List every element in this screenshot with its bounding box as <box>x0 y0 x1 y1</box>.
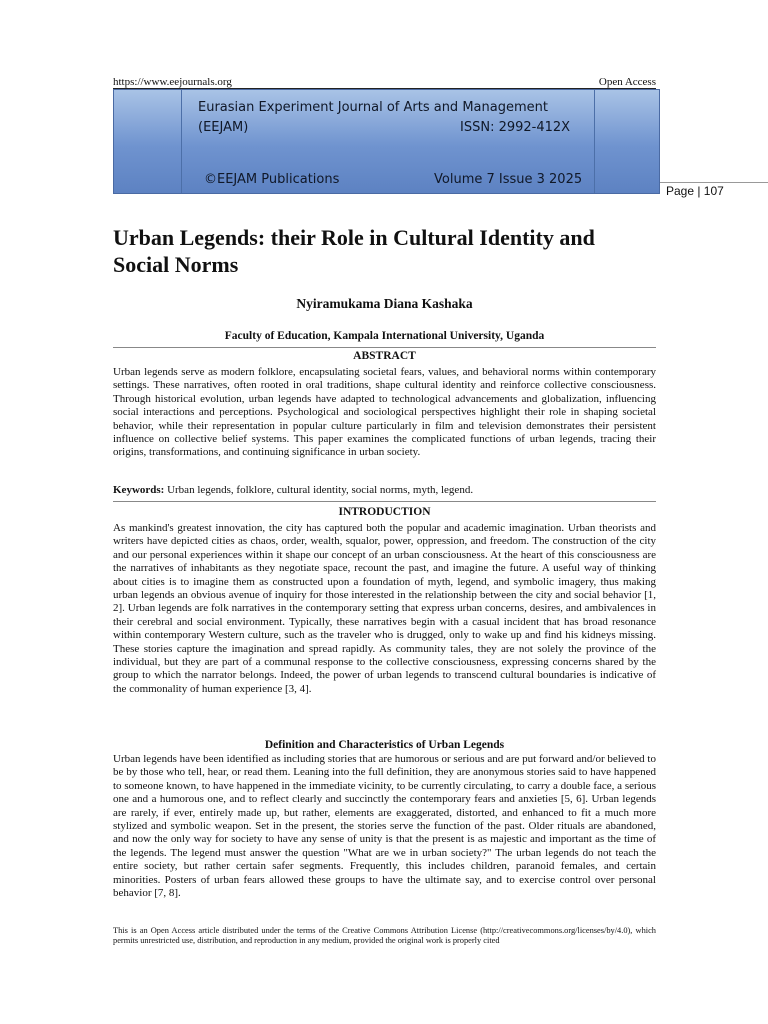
publisher-label: ©EEJAM Publications <box>204 172 340 187</box>
affiliation-rule <box>113 347 656 348</box>
open-access-label: Open Access <box>598 76 656 88</box>
author-affiliation: Faculty of Education, Kampala International University, Uganda <box>224 330 545 342</box>
introduction-heading: INTRODUCTION <box>338 506 431 518</box>
keywords-list: Urban legends, folklore, cultural identity, social norms, myth, legend. <box>164 484 474 496</box>
paper-title: Urban Legends: their Role in Cultural Identity and Social Norms <box>113 225 595 277</box>
journal-banner <box>113 89 660 194</box>
page-number-rule <box>660 182 768 183</box>
journal-issn: ISSN: 2992-412X <box>460 120 571 135</box>
journal-url-link[interactable]: https://www.eejournals.org <box>113 76 232 88</box>
keywords-label: Keywords: <box>113 484 165 496</box>
abstract-heading: ABSTRACT <box>353 350 416 362</box>
license-note: This is an Open Access article distributed under the terms of the Creative Commons Attribution License (http://creativecommons.org/licenses/by/4.0), which permits unrestricted use, distribution, and reproduction in any medium, provided the original work is properly cited <box>113 926 656 946</box>
definition-heading: Definition and Characteristics of Urban Legends <box>264 739 505 751</box>
definition-text: Urban legends have been identified as including stories that are humorous or serious and are put forward and/or believed to be by those who tell, hear, or read them. Leaning into the full definition, they are anonymous stories said to have happened to someone known, to have happened in the immediate vicinity, to be currently circulating, to carry a double face, a serious one and a humorous one, and to reflect clearly and succinctly the contemporary fears and anxieties [5, 6]. Urban legends are rarely, if ever, entirely made up, but rather, elements are exaggerated, distorted, and enhanced to fit a much more stylized and symbolic weapon. Set in the present, the stories serve the function of the past. Older rituals are abandoned, and now the only way for society to have any sense of unity is that the present is as majestic and important as the time of the legends. The legend must answer the question "What are we in urban society?" The urban legends do not teach the entire society, but rather certain safer segments. Frequently, this includes children, paranoid females, and certain minorities. Posters of urban fears allowed these groups to have the ultimate say, and to exercise control over personal behavior [7, 8]. <box>113 753 656 900</box>
banner-divider-right <box>594 90 595 193</box>
journal-abbrev: (EEJAM) <box>198 120 249 135</box>
page-number: Page | 107 <box>666 184 724 198</box>
introduction-text: As mankind's greatest innovation, the city has captured both the popular and academic imagination. Urban theorists and writers have depicted cities as chaos, order, wealth, squalor, power, oppression, and freedom. The construction of the city and our personal experiences within it shape our concept of an urban consciousness. At the heart of this consciousness are the narratives of inhabitants as they negotiate space, recount the past, and imagine the future. A useful way of thinking about cities is to imagine them as constructed upon a foundation of myth, legend, and symbolic imagery, thus making urban legends an obvious avenue of inquiry for those interested in the relationship between the city and social behavior [1, 2]. Urban legends are folk narratives in the contemporary setting that express urban concerns, desires, and ambivalences in their cerebral and social environment. Typically, these narratives begin with a casual incident that has broad resonance within contemporary Western culture, such as the traveler who is drugged, only to wake up and find his kidneys missing. These stories capture the imagination and spread rapidly. As community tales, they are not solely the province of the individual, but they are part of a communal response to the collective consciousness, expressing concerns shared by the group to which the narrator belongs. Indeed, the power of urban legends to transcend cultural boundaries is indicative of the commonality of human experience [3, 4]. <box>113 522 656 695</box>
volume-issue: Volume 7 Issue 3 2025 <box>434 172 583 187</box>
abstract-rule <box>113 501 656 502</box>
abstract-text: Urban legends serve as modern folklore, encapsulating societal fears, values, and behavioral norms within contemporary settings. These narratives, often rooted in oral traditions, shape cultural identity and reinforce collective consciousness. Through historical evolution, urban legends have adapted to technological advancements and globalization, influencing social interactions and perceptions. Psychological and sociological perspectives highlight their role in shaping societal behavior, while their representation in popular culture particularly in film and television demonstrates their persistent influence on collective belief systems. This paper examines the complicated functions of urban legends, tracing their origins, transformations, and continuing significance in urban society. <box>113 366 656 459</box>
author-name: Nyiramukama Diana Kashaka <box>296 296 473 311</box>
keywords-line <box>113 484 656 497</box>
journal-name: Eurasian Experiment Journal of Arts and Management <box>198 100 548 115</box>
banner-divider-left <box>181 90 182 193</box>
